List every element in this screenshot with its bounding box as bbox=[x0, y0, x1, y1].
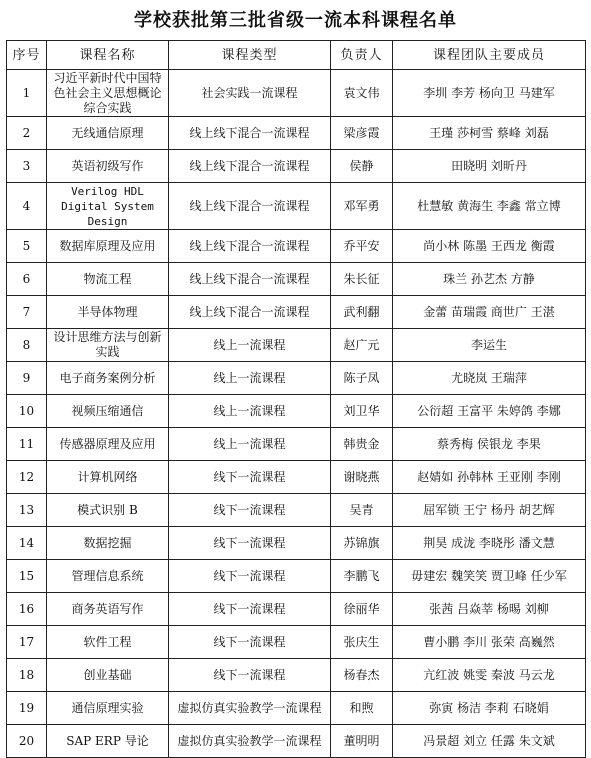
row-course-name: 模式识别 B bbox=[47, 494, 169, 527]
table-row bbox=[7, 395, 586, 428]
table-row bbox=[7, 593, 586, 626]
header-seq: 序号 bbox=[7, 41, 47, 70]
row-course-type: 线上一流课程 bbox=[169, 329, 331, 362]
row-course-type: 线下一流课程 bbox=[169, 494, 331, 527]
row-seq: 7 bbox=[7, 296, 47, 329]
row-course-name: 英语初级写作 bbox=[47, 150, 169, 183]
row-course-name: 习近平新时代中国特色社会主义思想概论综合实践 bbox=[47, 70, 169, 117]
row-team: 曹小鹏 李川 张荣 高巍然 bbox=[393, 626, 586, 659]
row-course-type: 虚拟仿真实验教学一流课程 bbox=[169, 692, 331, 725]
row-seq: 12 bbox=[7, 461, 47, 494]
row-lead: 刘卫华 bbox=[331, 395, 393, 428]
row-course-type: 线下一流课程 bbox=[169, 659, 331, 692]
row-course-type: 虚拟仿真实验教学一流课程 bbox=[169, 725, 331, 758]
row-course-type: 线下一流课程 bbox=[169, 461, 331, 494]
row-team: 冯景超 刘立 任露 朱文斌 bbox=[393, 725, 586, 758]
row-course-type: 线下一流课程 bbox=[169, 527, 331, 560]
row-lead: 董明明 bbox=[331, 725, 393, 758]
row-lead: 杨春杰 bbox=[331, 659, 393, 692]
row-seq: 8 bbox=[7, 329, 47, 362]
row-seq: 4 bbox=[7, 183, 47, 230]
row-lead: 梁彦霞 bbox=[331, 117, 393, 150]
row-course-name: 视频压缩通信 bbox=[47, 395, 169, 428]
row-course-name: 通信原理实验 bbox=[47, 692, 169, 725]
row-lead: 谢晓燕 bbox=[331, 461, 393, 494]
row-team: 公衍超 王富平 朱婷鸽 李娜 bbox=[393, 395, 586, 428]
table-row bbox=[7, 527, 586, 560]
table-row bbox=[7, 117, 586, 150]
row-course-type: 线上线下混合一流课程 bbox=[169, 183, 331, 230]
header-lead: 负责人 bbox=[331, 41, 393, 70]
table-row bbox=[7, 725, 586, 758]
row-course-name: 传感器原理及应用 bbox=[47, 428, 169, 461]
row-team: 屈军锁 王宁 杨丹 胡艺辉 bbox=[393, 494, 586, 527]
row-lead: 陈子凤 bbox=[331, 362, 393, 395]
row-seq: 15 bbox=[7, 560, 47, 593]
row-course-name: SAP ERP 导论 bbox=[47, 725, 169, 758]
row-course-type: 线上线下混合一流课程 bbox=[169, 150, 331, 183]
row-course-type: 线下一流课程 bbox=[169, 593, 331, 626]
row-course-type: 线上线下混合一流课程 bbox=[169, 117, 331, 150]
row-lead: 袁文伟 bbox=[331, 70, 393, 117]
table-row bbox=[7, 263, 586, 296]
table-row bbox=[7, 494, 586, 527]
row-lead: 徐丽华 bbox=[331, 593, 393, 626]
row-course-name: 计算机网络 bbox=[47, 461, 169, 494]
row-seq: 11 bbox=[7, 428, 47, 461]
row-lead: 和煦 bbox=[331, 692, 393, 725]
header-course-type: 课程类型 bbox=[169, 41, 331, 70]
row-course-type: 线上线下混合一流课程 bbox=[169, 230, 331, 263]
row-team: 蔡秀梅 侯银龙 李果 bbox=[393, 428, 586, 461]
row-course-type: 线下一流课程 bbox=[169, 626, 331, 659]
row-seq: 9 bbox=[7, 362, 47, 395]
row-course-name: 管理信息系统 bbox=[47, 560, 169, 593]
row-course-type: 线上线下混合一流课程 bbox=[169, 263, 331, 296]
row-team: 尤晓岚 王瑞萍 bbox=[393, 362, 586, 395]
row-course-type: 线上一流课程 bbox=[169, 362, 331, 395]
row-course-name: 商务英语写作 bbox=[47, 593, 169, 626]
row-lead: 李鹏飞 bbox=[331, 560, 393, 593]
row-seq: 3 bbox=[7, 150, 47, 183]
row-team: 毋建宏 魏笑笑 贾卫峰 任少军 bbox=[393, 560, 586, 593]
row-course-name: 创业基础 bbox=[47, 659, 169, 692]
row-seq: 20 bbox=[7, 725, 47, 758]
row-course-name: 电子商务案例分析 bbox=[47, 362, 169, 395]
row-lead: 赵广元 bbox=[331, 329, 393, 362]
row-team: 亢红波 姚雯 秦波 马云龙 bbox=[393, 659, 586, 692]
row-seq: 6 bbox=[7, 263, 47, 296]
row-lead: 吴青 bbox=[331, 494, 393, 527]
row-course-name: 无线通信原理 bbox=[47, 117, 169, 150]
row-lead: 朱长征 bbox=[331, 263, 393, 296]
table-row bbox=[7, 362, 586, 395]
row-course-name: Verilog HDL Digital System Design bbox=[47, 183, 169, 230]
row-team: 李运生 bbox=[393, 329, 586, 362]
table-row bbox=[7, 296, 586, 329]
row-course-name: 物流工程 bbox=[47, 263, 169, 296]
row-team: 王瑾 莎柯雪 蔡峰 刘磊 bbox=[393, 117, 586, 150]
row-team: 珠兰 孙艺杰 方静 bbox=[393, 263, 586, 296]
row-lead: 韩贵金 bbox=[331, 428, 393, 461]
row-team: 弥寅 杨洁 李莉 石晓娟 bbox=[393, 692, 586, 725]
row-seq: 19 bbox=[7, 692, 47, 725]
header-course-name: 课程名称 bbox=[47, 41, 169, 70]
row-seq: 14 bbox=[7, 527, 47, 560]
row-course-type: 线下一流课程 bbox=[169, 560, 331, 593]
row-seq: 10 bbox=[7, 395, 47, 428]
row-course-type: 线上一流课程 bbox=[169, 395, 331, 428]
row-team: 李圳 李芳 杨向卫 马建军 bbox=[393, 70, 586, 117]
header-team: 课程团队主要成员 bbox=[393, 41, 586, 70]
table-row bbox=[7, 692, 586, 725]
table-row bbox=[7, 329, 586, 362]
row-course-type: 社会实践一流课程 bbox=[169, 70, 331, 117]
course-table bbox=[6, 40, 586, 758]
row-team: 杜慧敏 黄海生 李鑫 常立博 bbox=[393, 183, 586, 230]
table-row bbox=[7, 230, 586, 263]
row-seq: 17 bbox=[7, 626, 47, 659]
row-team: 田晓明 刘昕丹 bbox=[393, 150, 586, 183]
table-row bbox=[7, 183, 586, 230]
row-team: 金蕾 苗瑞霞 商世广 王湛 bbox=[393, 296, 586, 329]
row-team: 尚小林 陈墨 王西龙 衡霞 bbox=[393, 230, 586, 263]
row-team: 张茜 吕焱莘 杨晹 刘柳 bbox=[393, 593, 586, 626]
table-header-row bbox=[7, 41, 586, 70]
row-seq: 18 bbox=[7, 659, 47, 692]
row-lead: 侯静 bbox=[331, 150, 393, 183]
table-row bbox=[7, 150, 586, 183]
row-course-name: 设计思维方法与创新实践 bbox=[47, 329, 169, 362]
table-row bbox=[7, 428, 586, 461]
row-lead: 乔平安 bbox=[331, 230, 393, 263]
row-lead: 邓军勇 bbox=[331, 183, 393, 230]
row-course-name: 软件工程 bbox=[47, 626, 169, 659]
row-seq: 5 bbox=[7, 230, 47, 263]
table-row bbox=[7, 659, 586, 692]
table-row bbox=[7, 626, 586, 659]
table-row bbox=[7, 70, 586, 117]
row-team: 荆昊 成泷 李晓彤 潘文慧 bbox=[393, 527, 586, 560]
row-seq: 1 bbox=[7, 70, 47, 117]
row-seq: 16 bbox=[7, 593, 47, 626]
row-team: 赵婧如 孙韩林 王亚刚 李刚 bbox=[393, 461, 586, 494]
row-lead: 苏锦旗 bbox=[331, 527, 393, 560]
row-lead: 武利翻 bbox=[331, 296, 393, 329]
table-row bbox=[7, 461, 586, 494]
row-course-name: 半导体物理 bbox=[47, 296, 169, 329]
table-row bbox=[7, 560, 586, 593]
row-course-name: 数据库原理及应用 bbox=[47, 230, 169, 263]
row-seq: 2 bbox=[7, 117, 47, 150]
row-seq: 13 bbox=[7, 494, 47, 527]
row-course-type: 线上线下混合一流课程 bbox=[169, 296, 331, 329]
row-course-type: 线上一流课程 bbox=[169, 428, 331, 461]
row-course-name: 数据挖掘 bbox=[47, 527, 169, 560]
document-title: 学校获批第三批省级一流本科课程名单 bbox=[134, 10, 457, 31]
row-lead: 张庆生 bbox=[331, 626, 393, 659]
